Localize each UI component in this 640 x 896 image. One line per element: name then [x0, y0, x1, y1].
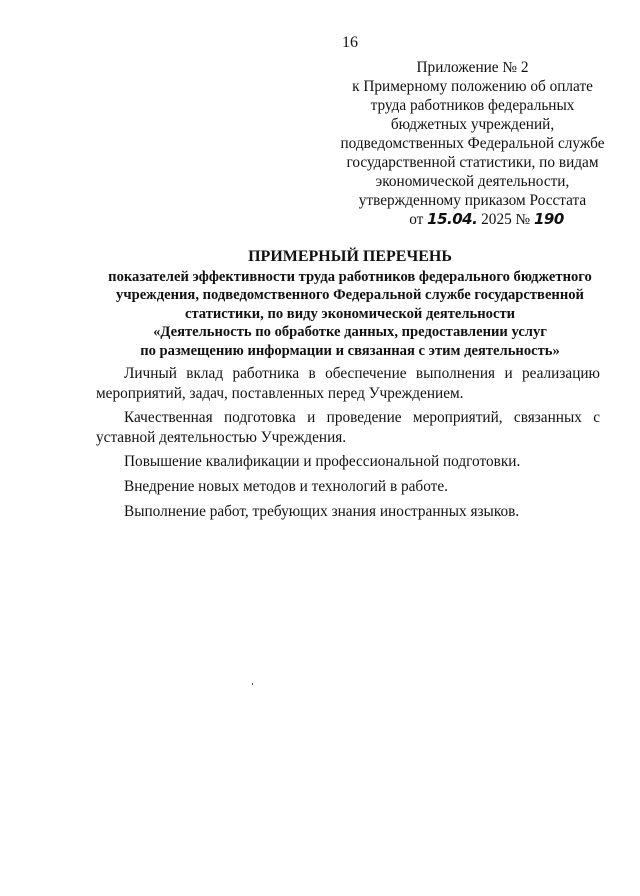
- appendix-line: труда работников федеральных: [370, 97, 575, 114]
- appendix-line: бюджетных учреждений,: [390, 116, 555, 133]
- appendix-line: утвержденному приказом Росстата: [358, 192, 587, 209]
- handwritten-date: 15.04.: [427, 210, 478, 228]
- appendix-line: экономической деятельности,: [375, 173, 570, 190]
- order-date-line: [315, 210, 630, 229]
- heading-title: ПРИМЕРНЫЙ ПЕРЕЧЕНЬ: [248, 248, 452, 265]
- appendix-block: [315, 58, 630, 229]
- heading-line: учреждения, подведомственного Федеральной службе государственной: [116, 287, 584, 304]
- year-and-number-sign: 2025 №: [481, 211, 531, 228]
- indicator-paragraph: Выполнение работ, требующих знания иностранных языков.: [124, 502, 520, 520]
- appendix-line: к Примерному положению об оплате: [352, 78, 593, 95]
- indicator-list: [96, 364, 600, 526]
- scan-speck: [252, 683, 253, 685]
- appendix-title: Приложение № 2: [416, 59, 529, 76]
- indicator-paragraph: Качественная подготовка и проведение мероприятий, связанных с уставной деятельностью Учреждения.: [96, 409, 600, 446]
- document-heading: [80, 246, 620, 360]
- heading-line: статистики, по виду экономической деятельности: [184, 305, 516, 322]
- heading-line: «Деятельность по обработке данных, предоставлении услуг: [153, 324, 547, 341]
- appendix-line: государственной статистики, по видам: [346, 154, 599, 171]
- heading-line: по размещению информации и связанная с этим деятельность»: [140, 342, 560, 359]
- indicator-paragraph: Повышение квалификации и профессиональной подготовки.: [124, 453, 521, 471]
- heading-line: показателей эффективности труда работников федерального бюджетного: [108, 269, 592, 285]
- handwritten-order-number: 190: [533, 210, 564, 228]
- indicator-paragraph: Внедрение новых методов и технологий в работе.: [124, 477, 448, 495]
- appendix-line: подведомственных Федеральной службе: [340, 135, 605, 152]
- page-number: 16: [342, 34, 358, 51]
- indicator-paragraph: Личный вклад работника в обеспечение выполнения и реализацию мероприятий, задач, поставленных перед Учреждением.: [96, 365, 600, 402]
- date-prefix: от: [409, 211, 424, 228]
